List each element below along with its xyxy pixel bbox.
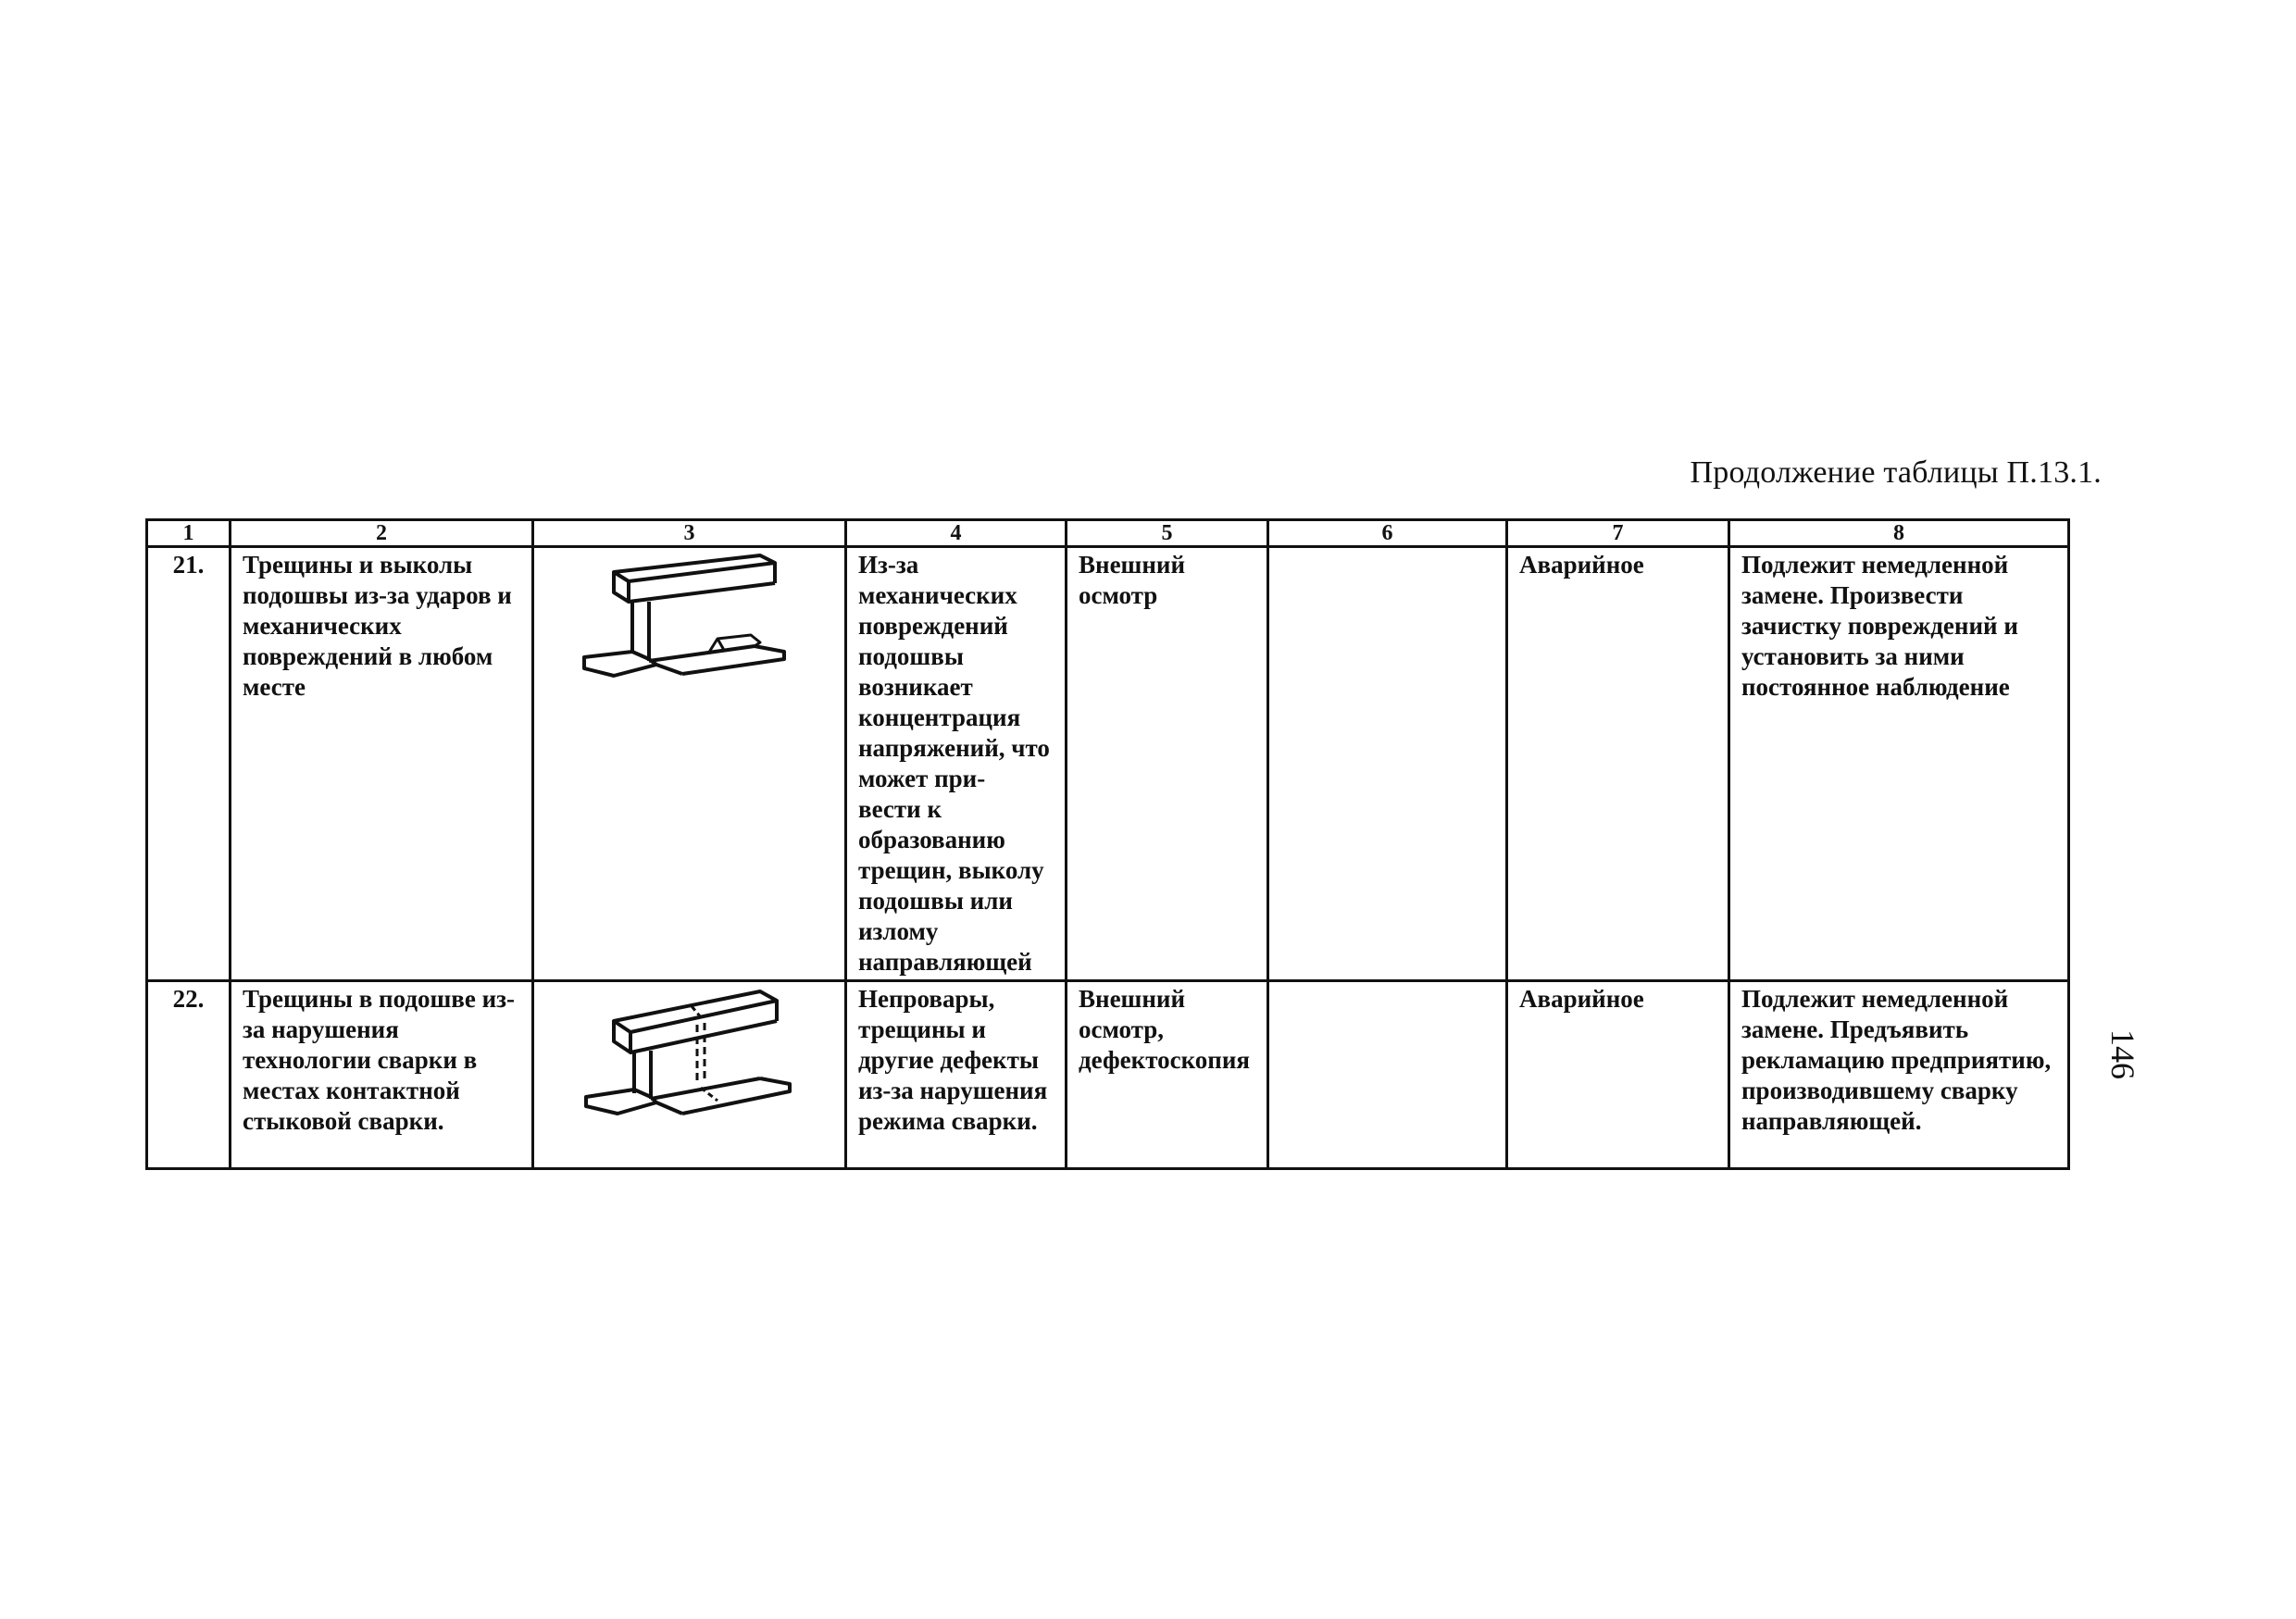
column-6-cell xyxy=(1268,981,1507,1169)
defect-description: Трещины в подошве из- за нарушения технологии сварки в местах контактной стыковой сварки. xyxy=(231,981,533,1169)
table-row xyxy=(147,981,2069,1169)
detection-method: Внешний осмотр, дефектоскопия xyxy=(1067,981,1268,1169)
rail-weld-crack-icon xyxy=(579,984,801,1123)
table-caption: Продолжение таблицы П.13.1. xyxy=(1690,455,2102,490)
column-header: 4 xyxy=(846,520,1067,547)
defect-description: Трещины и выколы подошвы из-за ударов и механических повреждений в любом месте xyxy=(231,547,533,981)
row-number: 21. xyxy=(147,547,231,981)
column-header: 7 xyxy=(1507,520,1729,547)
page-number: 146 xyxy=(2104,1029,2141,1079)
defects-table xyxy=(145,518,2070,1170)
defect-illustration xyxy=(533,547,846,981)
action-cell: Подлежит немедленной замене. Предъявить рекламацию предприятию, производившему сварку направляющей. xyxy=(1729,981,2069,1169)
column-6-cell xyxy=(1268,547,1507,981)
row-number: 22. xyxy=(147,981,231,1169)
defect-cause: Непровары, трещины и другие дефекты из-за нарушения режима сварки. xyxy=(846,981,1067,1169)
column-header: 5 xyxy=(1067,520,1268,547)
status-cell: Аварийное xyxy=(1507,547,1729,981)
column-header: 2 xyxy=(231,520,533,547)
rail-base-crack-icon xyxy=(579,550,801,689)
header-row xyxy=(147,520,2069,547)
detection-method: Внешний осмотр xyxy=(1067,547,1268,981)
table-row xyxy=(147,547,2069,981)
defect-cause: Из-за механических повреждений подошвы возникает концентрация напряжений, что может при- вести к образованию трещин, выколу подошвы или излому направляющей xyxy=(846,547,1067,981)
defect-illustration xyxy=(533,981,846,1169)
status-cell: Аварийное xyxy=(1507,981,1729,1169)
column-header: 3 xyxy=(533,520,846,547)
column-header: 8 xyxy=(1729,520,2069,547)
column-header: 1 xyxy=(147,520,231,547)
action-cell: Подлежит немедленной замене. Произвести зачистку повреждений и установить за ними постоянное наблюдение xyxy=(1729,547,2069,981)
column-header: 6 xyxy=(1268,520,1507,547)
